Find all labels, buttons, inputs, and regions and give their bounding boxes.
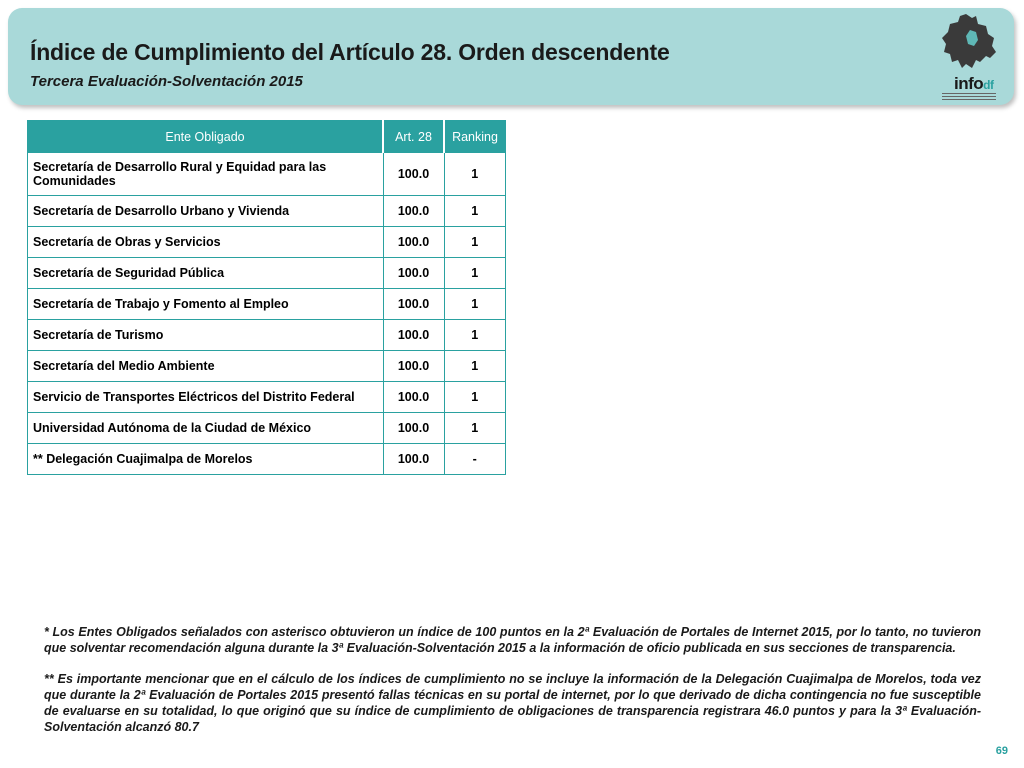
table-row — [28, 196, 506, 227]
table-row — [28, 258, 506, 289]
page-number: 69 — [995, 745, 1008, 757]
art28-value: 100.0 — [383, 320, 444, 351]
column-header-ente: Ente Obligado — [28, 121, 384, 153]
table-row — [28, 444, 506, 475]
table-row — [28, 227, 506, 258]
table-row — [28, 320, 506, 351]
ente-name: Secretaría de Turismo — [28, 320, 384, 351]
art28-value: 100.0 — [383, 196, 444, 227]
art28-value: 100.0 — [383, 227, 444, 258]
ranking-value: 1 — [444, 382, 506, 413]
map-silhouette-icon — [936, 12, 1002, 74]
ente-name: Secretaría de Obras y Servicios — [28, 227, 384, 258]
art28-value: 100.0 — [383, 153, 444, 196]
art28-value: 100.0 — [383, 444, 444, 475]
page-title: Índice de Cumplimiento del Artículo 28. Orden descendente — [30, 39, 670, 65]
table-row — [28, 382, 506, 413]
ente-name: Secretaría de Desarrollo Urbano y Vivienda — [28, 196, 384, 227]
ranking-value: 1 — [444, 289, 506, 320]
ranking-value: 1 — [444, 320, 506, 351]
table-row — [28, 153, 506, 196]
art28-value: 100.0 — [383, 258, 444, 289]
header-banner — [8, 8, 1014, 105]
table-row — [28, 289, 506, 320]
table-row — [28, 351, 506, 382]
ente-name: ** Delegación Cuajimalpa de Morelos — [28, 444, 384, 475]
logo-tagline-lines — [942, 92, 996, 100]
ranking-value: 1 — [444, 227, 506, 258]
ranking-value: 1 — [444, 351, 506, 382]
ente-name: Secretaría de Trabajo y Fomento al Empleo — [28, 289, 384, 320]
column-header-ranking: Ranking — [444, 121, 506, 153]
ranking-value: 1 — [444, 413, 506, 444]
table-header-row — [28, 121, 506, 153]
column-header-art28: Art. 28 — [383, 121, 444, 153]
table-row — [28, 413, 506, 444]
page-subtitle: Tercera Evaluación-Solventación 2015 — [30, 73, 303, 90]
footnotes — [44, 624, 981, 750]
ranking-value: - — [444, 444, 506, 475]
art28-value: 100.0 — [383, 413, 444, 444]
art28-value: 100.0 — [383, 382, 444, 413]
art28-value: 100.0 — [383, 289, 444, 320]
ente-name: Servicio de Transportes Eléctricos del Distrito Federal — [28, 382, 384, 413]
art28-value: 100.0 — [383, 351, 444, 382]
infodf-logo — [936, 12, 1002, 100]
compliance-table — [27, 120, 506, 475]
footnote-asterisk: * Los Entes Obligados señalados con asterisco obtuvieron un índice de 100 puntos en la 2ª Evaluación de Portales de Internet 2015, por lo tanto, no tuvieron que solventar recomendación alguna durante la 3ª Evaluación-Solventación 2015 a la información de oficio publicada en sus secciones de transparencia. — [44, 625, 981, 655]
logo-text: infodf — [954, 74, 994, 93]
ente-name: Secretaría de Seguridad Pública — [28, 258, 384, 289]
ranking-value: 1 — [444, 153, 506, 196]
ranking-value: 1 — [444, 258, 506, 289]
footnote-double-asterisk: ** Es importante mencionar que en el cálculo de los índices de cumplimiento no se incluye la información de la Delegación Cuajimalpa de Morelos, toda vez que durante la 2ª Evaluación de Portales 2015 presentó fallas técnicas en su portal de internet, por lo que derivado de dicha contingencia no fue susceptible de evaluarse en su totalidad, lo que originó que su índice de cumplimiento de obligaciones de transparencia registrara 46.0 puntos y para la 3ª Evaluación-Solventación alcanzó 80.7 — [44, 672, 981, 734]
ente-name: Secretaría del Medio Ambiente — [28, 351, 384, 382]
ente-name: Secretaría de Desarrollo Rural y Equidad para las Comunidades — [28, 153, 384, 196]
ente-name: Universidad Autónoma de la Ciudad de México — [28, 413, 384, 444]
ranking-value: 1 — [444, 196, 506, 227]
